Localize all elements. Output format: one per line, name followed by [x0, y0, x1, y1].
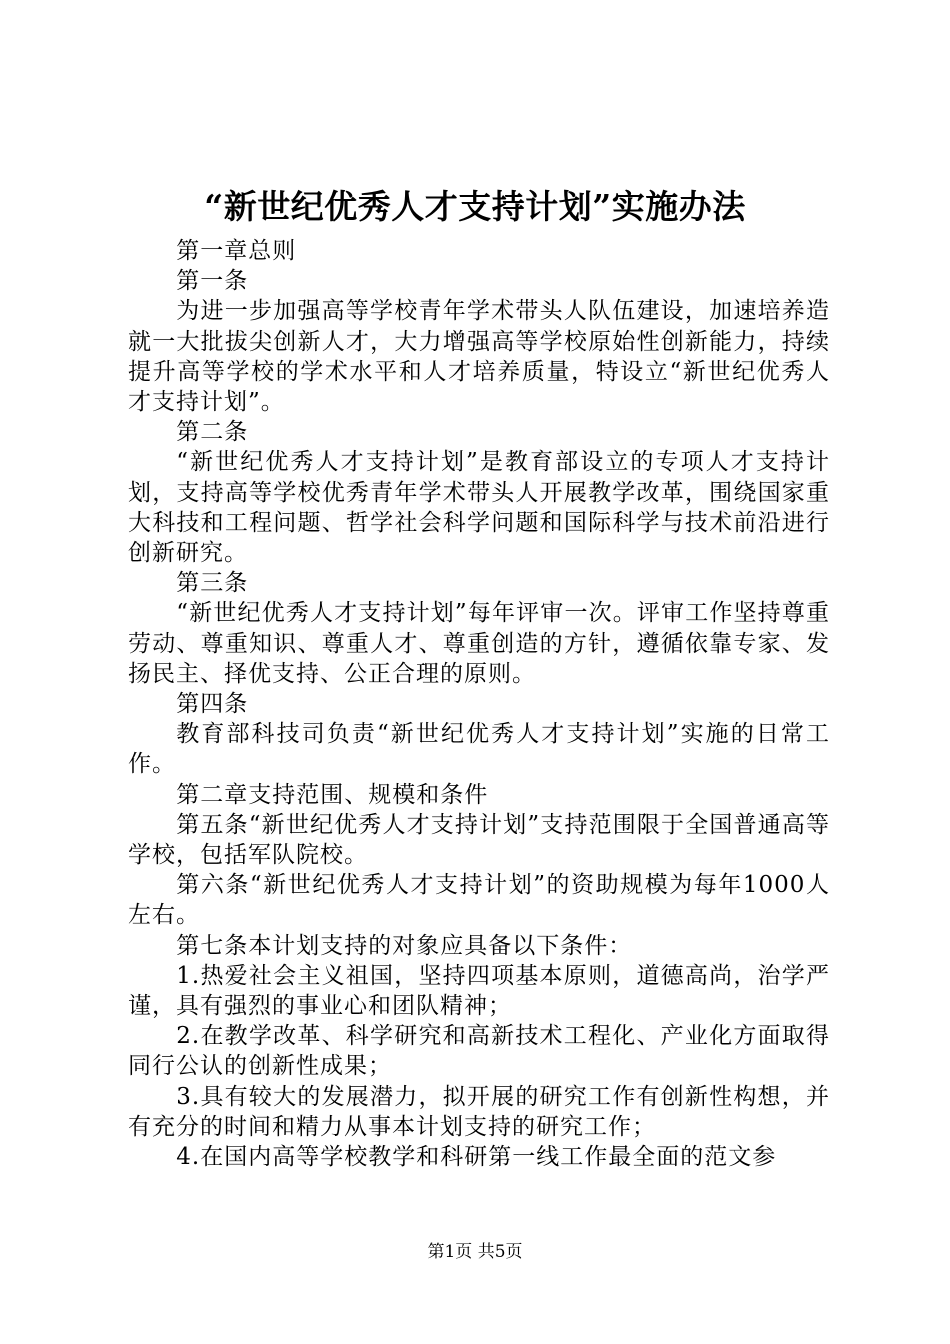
list-item: 4.在国内高等学校教学和科研第一线工作最全面的范文参 [176, 1144, 777, 1171]
document-title: “新世纪优秀人才支持计划”实施办法 [204, 187, 746, 226]
article-heading: 第四条 [176, 691, 249, 718]
paragraph: “新世纪优秀人才支持计划”是教育部设立的专项人才支持计划，支持高等学校优秀青年学术带头人开展教学改革，围绕国家重大科技和工程问题、哲学社会科学问题和国际科学与技术前沿进行创新研究。 [128, 449, 830, 567]
paragraph: 教育部科技司负责“新世纪优秀人才支持计划”实施的日常工作。 [128, 721, 830, 778]
article-heading: 第三条 [176, 570, 249, 597]
paragraph: 第七条本计划支持的对象应具备以下条件： [176, 932, 633, 959]
article-heading: 第二条 [176, 419, 249, 446]
document-body [128, 236, 830, 1172]
paragraph: 为进一步加强高等学校青年学术带头人队伍建设，加速培养造就一大批拔尖创新人才，大力增强高等学校原始性创新能力，持续提升高等学校的学术水平和人才培养质量，特设立“新世纪优秀人才支持计划”。 [128, 298, 830, 416]
paragraph: 第五条“新世纪优秀人才支持计划”支持范围限于全国普通高等学校，包括军队院校。 [128, 811, 830, 869]
chapter-heading: 第二章支持范围、规模和条件 [176, 781, 489, 808]
paragraph: “新世纪优秀人才支持计划”每年评审一次。评审工作坚持尊重劳动、尊重知识、尊重人才、尊重创造的方针，遵循依靠专家、发扬民主、择优支持、公正合理的原则。 [128, 600, 830, 687]
paragraph: 第六条“新世纪优秀人才支持计划”的资助规模为每年1000人左右。 [128, 872, 830, 929]
list-item: 2.在教学改革、科学研究和高新技术工程化、产业化方面取得同行公认的创新性成果； [128, 1023, 830, 1080]
list-item: 1.热爱社会主义祖国，坚持四项基本原则，道德高尚，治学严谨，具有强烈的事业心和团队精神； [128, 962, 830, 1020]
list-item: 3.具有较大的发展潜力，拟开展的研究工作有创新性构想，并有充分的时间和精力从事本计划支持的研究工作； [128, 1083, 830, 1140]
article-heading: 第一条 [176, 268, 249, 295]
chapter-heading: 第一章总则 [176, 238, 297, 264]
page-footer: 第1页 共5页 [427, 1242, 523, 1262]
